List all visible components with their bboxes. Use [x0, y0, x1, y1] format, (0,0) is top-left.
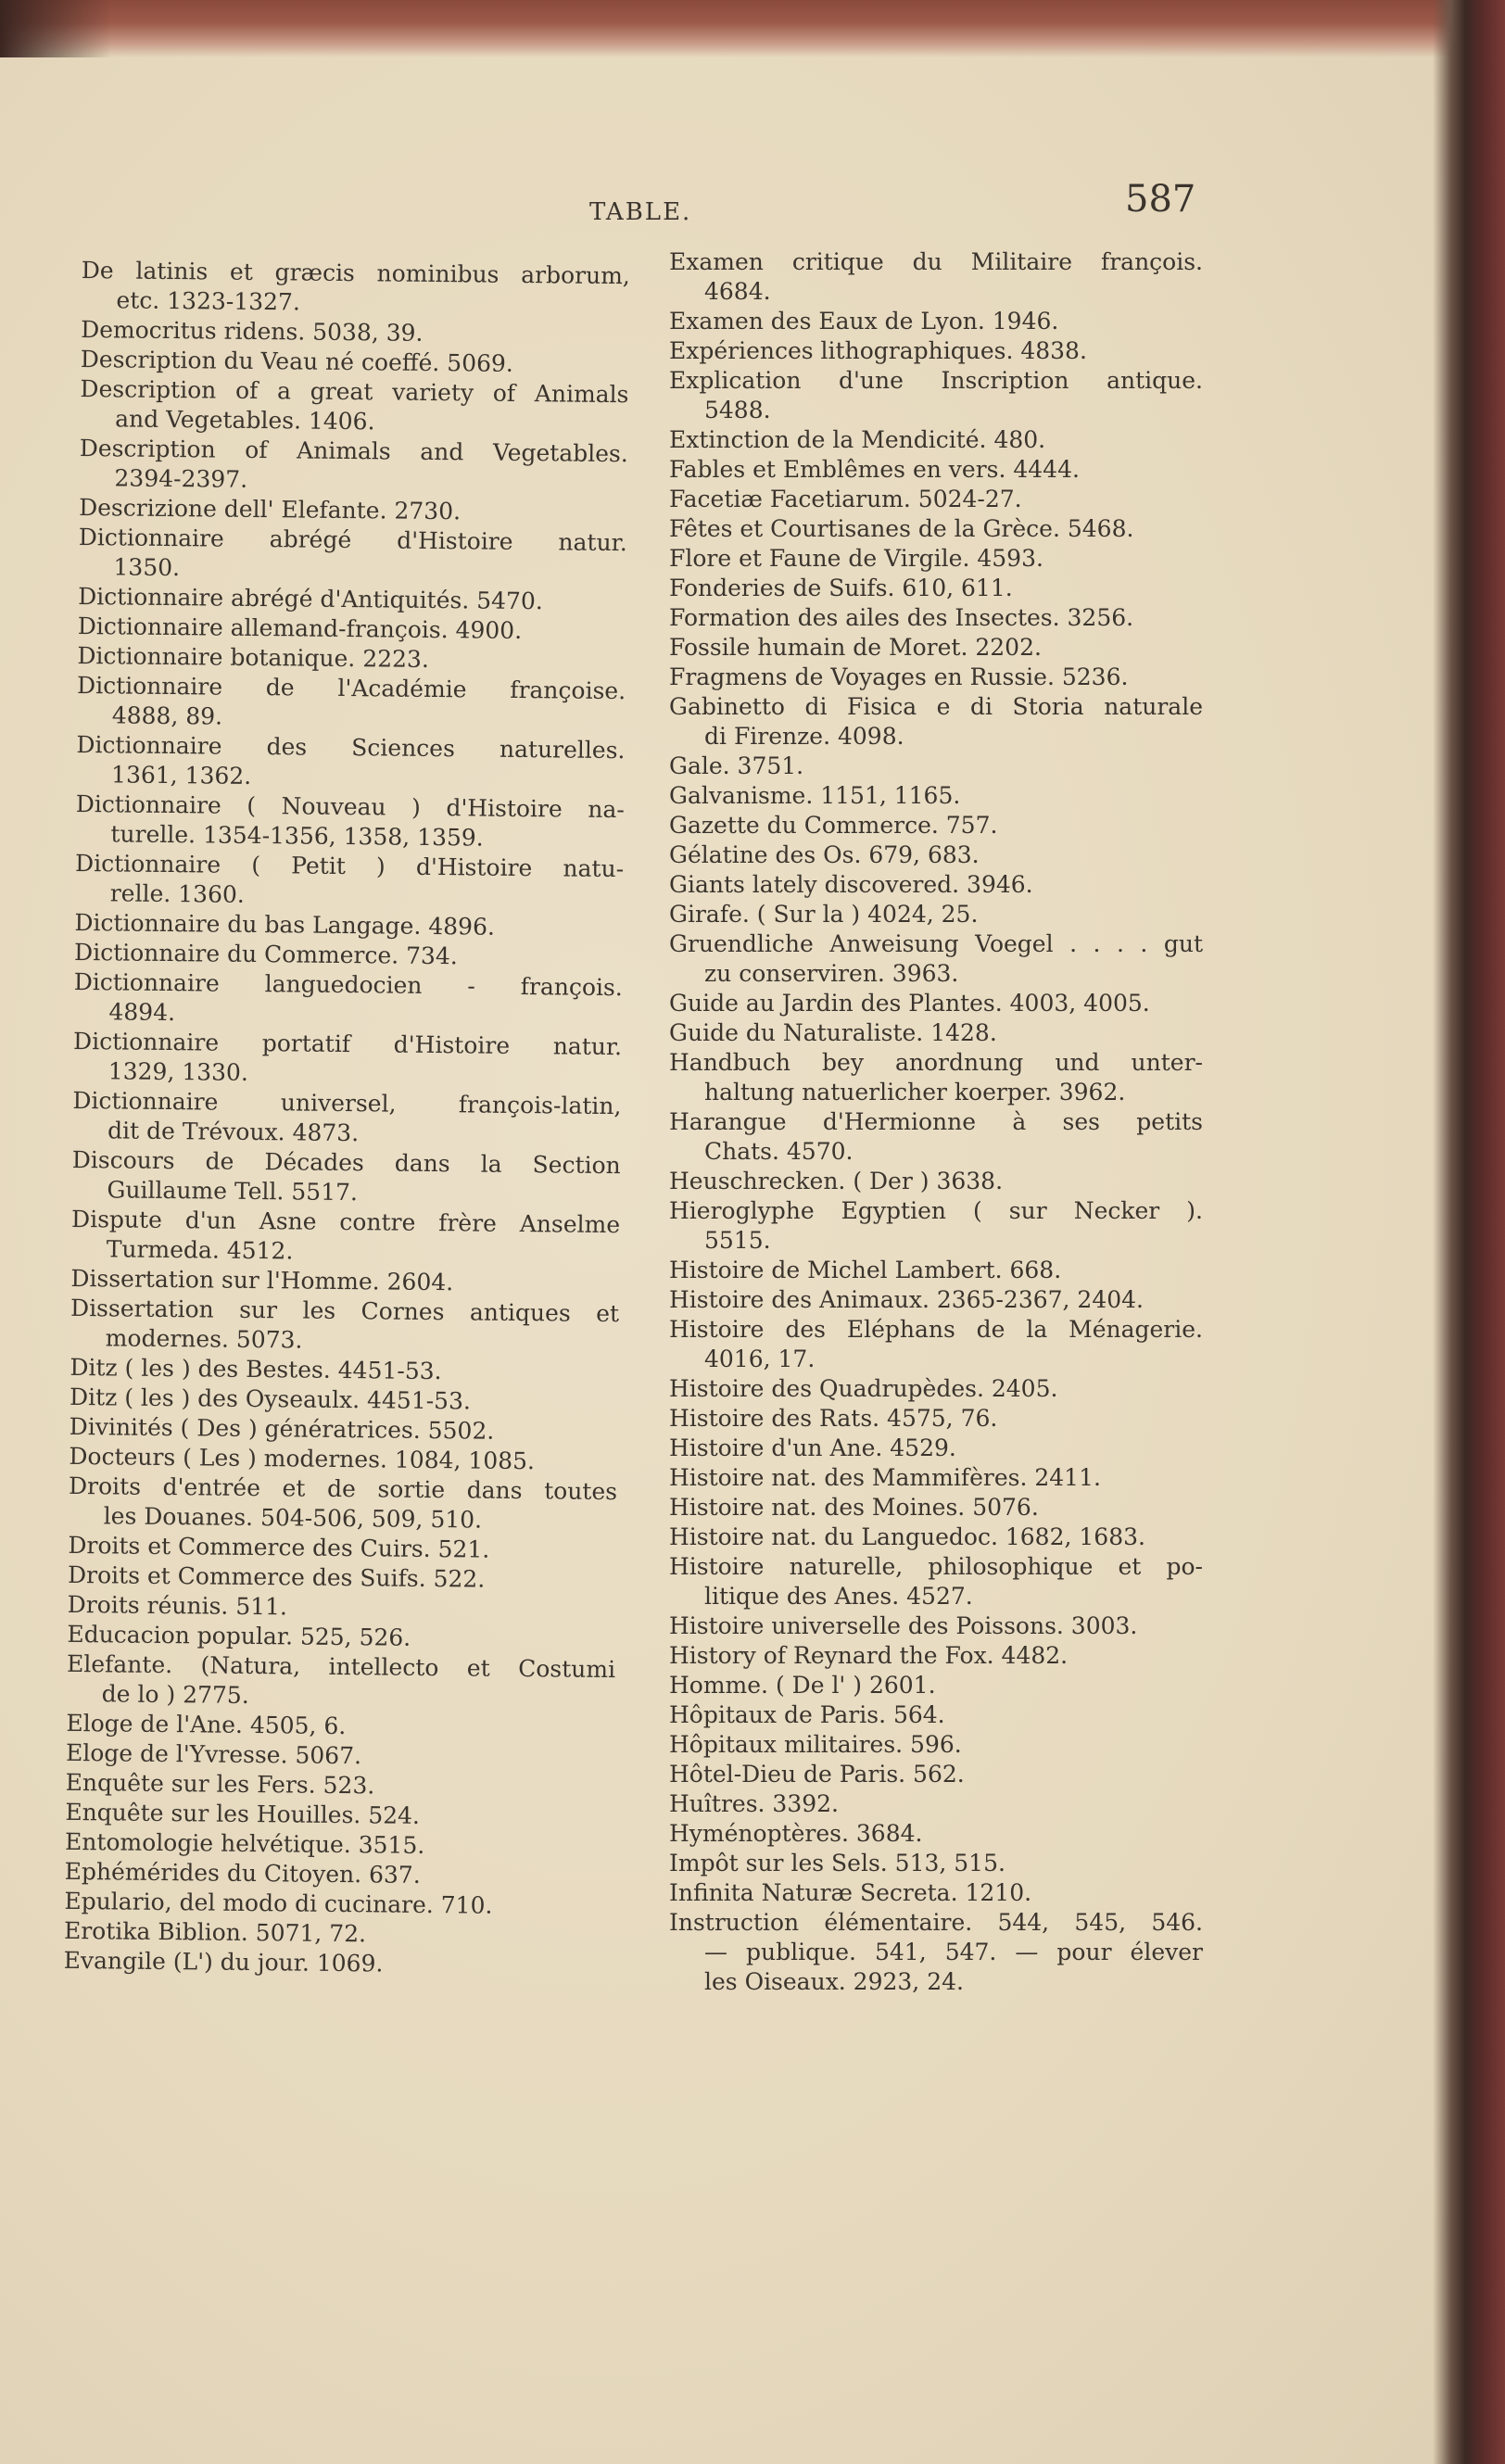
entry-title-line: Gruendliche Anweisung Voegel . . . . gut — [669, 930, 1203, 957]
entry-title-line: Girafe. ( Sur la ) 4024, 25. — [669, 901, 979, 928]
entry-continuation-line: 4684. — [704, 278, 771, 305]
entry-title-line: Description du Veau né coeffé. 5069. — [80, 345, 513, 377]
entry-title-line: Giants lately discovered. 3946. — [669, 871, 1033, 898]
entry-title-line: Dictionnaire ( Petit ) d'Histoire natu- — [74, 849, 625, 883]
entry-title-line: Gélatine des Os. 679, 683. — [669, 841, 980, 868]
index-entry — [669, 811, 1203, 840]
entry-continuation-line: litique des Anes. 4527. — [704, 1583, 973, 1610]
index-entry — [72, 1086, 622, 1151]
entry-title-line: Dictionnaire de l'Académie françoise. — [76, 671, 626, 705]
entry-title-line: Eloge de l'Yvresse. 5067. — [65, 1738, 362, 1770]
entry-continuation-line: relle. 1360. — [109, 879, 245, 908]
index-entry — [669, 1700, 1203, 1730]
entry-title-line: Erotika Biblion. 5071, 72. — [63, 1916, 367, 1948]
index-entry — [669, 1493, 1203, 1523]
entry-continuation-line: 2394-2397. — [114, 464, 248, 493]
entry-title-line: Docteurs ( Les ) modernes. 1084, 1085. — [69, 1442, 536, 1475]
entry-title-line: Fables et Emblêmes en vers. 4444. — [669, 456, 1080, 483]
index-entry — [669, 989, 1203, 1018]
entry-title-line: Dictionnaire languedocien - françois. — [73, 967, 623, 1002]
index-entry — [79, 434, 628, 499]
index-entry — [669, 1374, 1203, 1404]
entry-continuation-line: and Vegetables. 1406. — [115, 405, 375, 436]
index-entry — [669, 633, 1203, 663]
entry-title-line: Dictionnaire allemand-françois. 4900. — [77, 612, 523, 644]
entry-title-line: Instruction élémentaire. 544, 545, 546. — [669, 1909, 1203, 1936]
index-entry — [669, 603, 1203, 633]
entry-continuation-line: 4894. — [108, 998, 176, 1027]
index-entry — [669, 1315, 1203, 1374]
entry-title-line: Dictionnaire abrégé d'Histoire natur. — [78, 523, 627, 557]
entry-continuation-line: modernes. 5073. — [105, 1324, 303, 1354]
index-entry — [669, 900, 1203, 929]
index-entry — [669, 1285, 1203, 1315]
entry-title-line: Facetiæ Facetiarum. 5024-27. — [669, 486, 1022, 512]
index-entry — [669, 692, 1203, 752]
entry-title-line: Fonderies de Suifs. 610, 611. — [669, 575, 1013, 601]
entry-title-line: Dissertation sur les Cornes antiques et — [70, 1294, 620, 1328]
entry-title-line: Dictionnaire botanique. 2223. — [77, 641, 430, 673]
running-head: TABLE. — [589, 198, 692, 226]
entry-title-line: Dictionnaire du bas Langage. 4896. — [74, 908, 496, 941]
entry-title-line: Dictionnaire portatif d'Histoire natur. — [72, 1027, 623, 1061]
entry-title-line: Discours de Décades dans la Section — [71, 1145, 621, 1180]
entry-continuation-line: di Firenze. 4098. — [704, 723, 904, 750]
entry-continuation-line: — publique. 541, 547. — pour élever — [704, 1939, 1203, 1965]
index-entry — [78, 523, 627, 588]
index-entry — [669, 663, 1203, 692]
index-entry — [669, 514, 1203, 544]
entry-title-line: Hieroglyphe Egyptien ( sur Necker ). — [669, 1197, 1203, 1224]
entry-continuation-line: zu conserviren. 3963. — [704, 960, 959, 987]
entry-title-line: Heuschrecken. ( Der ) 3638. — [669, 1168, 1004, 1194]
index-entry — [669, 1611, 1203, 1641]
entry-title-line: Description of Animals and Vegetables. — [79, 434, 628, 468]
entry-continuation-line: Turmeda. 4512. — [106, 1235, 294, 1265]
entry-title-line: Enquête sur les Houilles. 524. — [65, 1798, 421, 1829]
entry-title-line: Evangile (L') du jour. 1069. — [63, 1946, 384, 1978]
entry-title-line: Hôpitaux militaires. 596. — [669, 1731, 962, 1758]
index-entry — [73, 1027, 623, 1092]
entry-title-line: Expériences lithographiques. 4838. — [669, 337, 1087, 364]
index-column-left — [64, 256, 630, 1981]
index-entry — [669, 1641, 1203, 1671]
entry-title-line: Fossile humain de Moret. 2202. — [669, 634, 1042, 661]
index-entry — [669, 781, 1203, 811]
entry-title-line: Histoire des Rats. 4575, 76. — [669, 1405, 998, 1432]
index-entry — [669, 1196, 1203, 1256]
index-entry — [669, 1789, 1203, 1819]
entry-title-line: Descrizione dell' Elefante. 2730. — [79, 493, 462, 525]
index-entry — [64, 1946, 613, 1981]
entry-title-line: Droits réunis. 511. — [67, 1590, 288, 1621]
entry-title-line: Histoire nat. des Moines. 5076. — [669, 1494, 1039, 1521]
entry-title-line: Guide du Naturaliste. 1428. — [669, 1019, 997, 1046]
index-entry — [669, 366, 1203, 425]
entry-continuation-line: 4016, 17. — [704, 1346, 816, 1372]
entry-continuation-line: Chats. 4570. — [704, 1138, 854, 1165]
index-entry — [669, 1849, 1203, 1878]
entry-title-line: Examen critique du Militaire françois. — [669, 248, 1203, 275]
entry-title-line: Gale. 3751. — [669, 752, 804, 779]
index-entry — [669, 1908, 1203, 1997]
entry-title-line: Droits et Commerce des Suifs. 522. — [67, 1561, 486, 1593]
index-entry — [669, 485, 1203, 514]
entry-title-line: Histoire des Quadrupèdes. 2405. — [669, 1375, 1058, 1402]
index-column-right — [669, 247, 1203, 1997]
entry-continuation-line: etc. 1323-1327. — [116, 286, 301, 316]
index-entry — [75, 790, 625, 854]
entry-title-line: Homme. ( De l' ) 2601. — [669, 1672, 936, 1699]
index-entry — [669, 1819, 1203, 1849]
index-entry — [71, 1205, 621, 1270]
index-entry — [73, 967, 623, 1032]
index-entry — [669, 1167, 1203, 1196]
entry-title-line: Extinction de la Mendicité. 480. — [669, 426, 1046, 453]
entry-title-line: Ditz ( les ) des Bestes. 4451-53. — [70, 1353, 442, 1385]
entry-title-line: Eloge de l'Ane. 4505, 6. — [66, 1709, 347, 1740]
entry-title-line: Dispute d'un Asne contre frère Anselme — [70, 1205, 621, 1239]
entry-continuation-line: 4888, 89. — [111, 701, 223, 730]
index-entry — [67, 1649, 616, 1714]
binding-edge-top — [0, 0, 1505, 57]
binding-edge-right — [1433, 0, 1505, 2464]
entry-title-line: Hôtel-Dieu de Paris. 562. — [669, 1761, 965, 1788]
entry-continuation-line: 5515. — [704, 1227, 771, 1254]
index-entry — [76, 730, 626, 795]
entry-title-line: Histoire de Michel Lambert. 668. — [669, 1257, 1062, 1283]
entry-title-line: Histoire nat. du Languedoc. 1682, 1683. — [669, 1523, 1145, 1550]
index-entry — [669, 425, 1203, 455]
entry-title-line: Histoire des Animaux. 2365-2367, 2404. — [669, 1286, 1144, 1313]
entry-title-line: Ephémérides du Citoyen. 637. — [64, 1857, 421, 1889]
index-entry — [669, 1730, 1203, 1760]
entry-title-line: Epulario, del modo di cucinare. 710. — [64, 1887, 493, 1919]
entry-continuation-line: Guillaume Tell. 5517. — [107, 1176, 359, 1207]
entry-title-line: Fragmens de Voyages en Russie. 5236. — [669, 663, 1129, 690]
index-entry — [70, 1294, 620, 1358]
index-entry — [669, 247, 1203, 307]
entry-title-line: Ditz ( les ) des Oyseaulx. 4451-53. — [69, 1383, 472, 1415]
entry-title-line: Droits et Commerce des Cuirs. 521. — [68, 1531, 490, 1563]
entry-title-line: De latinis et græcis nominibus arborum, — [81, 256, 630, 290]
entry-continuation-line: dit de Trévoux. 4873. — [107, 1117, 360, 1147]
entry-continuation-line: 5488. — [704, 397, 771, 423]
index-entry — [669, 1018, 1203, 1048]
index-entry — [669, 1048, 1203, 1107]
index-entry — [669, 752, 1203, 781]
entry-title-line: Entomologie helvétique. 3515. — [64, 1827, 425, 1859]
entry-title-line: Handbuch bey anordnung und unter- — [669, 1049, 1203, 1076]
index-entry — [669, 1256, 1203, 1285]
entry-title-line: Divinités ( Des ) génératrices. 5502. — [69, 1412, 495, 1445]
index-entry — [75, 849, 625, 914]
index-entry — [669, 455, 1203, 485]
entry-title-line: Dissertation sur l'Homme. 2604. — [70, 1264, 454, 1296]
entry-title-line: Formation des ailes des Insectes. 3256. — [669, 604, 1134, 631]
entry-title-line: Histoire naturelle, philosophique et po- — [669, 1553, 1203, 1580]
entry-title-line: Infinita Naturæ Secreta. 1210. — [669, 1879, 1032, 1906]
index-entry — [669, 1878, 1203, 1908]
entry-title-line: Elefante. (Natura, intellecto et Costumi — [66, 1649, 616, 1684]
entry-title-line: Explication d'une Inscription antique. — [669, 367, 1203, 394]
index-entry — [669, 1404, 1203, 1434]
entry-title-line: Hôpitaux de Paris. 564. — [669, 1701, 945, 1728]
index-entry — [69, 1472, 618, 1536]
entry-continuation-line: de lo ) 2775. — [101, 1680, 249, 1709]
entry-continuation-line: 1361, 1362. — [110, 761, 252, 790]
entry-title-line: Educacion popular. 525, 526. — [67, 1620, 411, 1651]
index-entry — [669, 1107, 1203, 1167]
entry-continuation-line: 1329, 1330. — [108, 1057, 249, 1086]
entry-title-line: History of Reynard the Fox. 4482. — [669, 1642, 1069, 1669]
entry-title-line: Impôt sur les Sels. 513, 515. — [669, 1850, 1005, 1876]
index-entry — [669, 870, 1203, 900]
entry-continuation-line: les Douanes. 504-506, 509, 510. — [103, 1502, 483, 1534]
entry-continuation-line: turelle. 1354-1356, 1358, 1359. — [110, 820, 484, 852]
entry-title-line: Galvanisme. 1151, 1165. — [669, 782, 961, 809]
index-entry — [81, 256, 630, 321]
entry-continuation-line: 1350. — [113, 553, 181, 582]
entry-title-line: Dictionnaire ( Nouveau ) d'Histoire na- — [75, 790, 625, 824]
index-entry — [669, 1463, 1203, 1493]
entry-continuation-line: haltung natuerlicher koerper. 3962. — [704, 1079, 1126, 1106]
entry-title-line: Hyménoptères. 3684. — [669, 1820, 923, 1847]
entry-title-line: Droits d'entrée et de sortie dans toutes — [68, 1472, 618, 1506]
entry-title-line: Guide au Jardin des Plantes. 4003, 4005. — [669, 990, 1150, 1017]
entry-title-line: Dictionnaire universel, françois-latin, — [72, 1086, 622, 1120]
entry-title-line: Fêtes et Courtisanes de la Grèce. 5468. — [669, 515, 1134, 542]
index-entry — [669, 1523, 1203, 1552]
entry-title-line: Enquête sur les Fers. 523. — [65, 1768, 375, 1800]
entry-title-line: Harangue d'Hermionne à ses petits — [669, 1108, 1203, 1135]
index-entry — [669, 1434, 1203, 1463]
index-entry — [77, 671, 626, 736]
page-number: 587 — [1125, 178, 1196, 221]
entry-title-line: Description of a great variety of Animals — [80, 374, 629, 409]
index-entry — [669, 1760, 1203, 1789]
entry-title-line: Democritus ridens. 5038, 39. — [81, 315, 424, 347]
entry-continuation-line: les Oiseaux. 2923, 24. — [704, 1968, 964, 1995]
index-entry — [669, 929, 1203, 989]
index-entry — [669, 1552, 1203, 1611]
entry-title-line: Gazette du Commerce. 757. — [669, 812, 998, 839]
entry-title-line: Flore et Faune de Virgile. 4593. — [669, 545, 1043, 572]
entry-title-line: Histoire d'un Ane. 4529. — [669, 1434, 956, 1461]
entry-title-line: Dictionnaire du Commerce. 734. — [73, 938, 458, 970]
index-entry — [80, 374, 629, 439]
entry-title-line: Histoire des Eléphans de la Ménagerie. — [669, 1316, 1203, 1343]
index-entry — [669, 307, 1203, 336]
entry-title-line: Histoire universelle des Poissons. 3003. — [669, 1612, 1138, 1639]
index-entry — [669, 840, 1203, 870]
index-entry — [669, 574, 1203, 603]
entry-title-line: Gabinetto di Fisica e di Storia naturale — [669, 693, 1203, 720]
entry-title-line: Huîtres. 3392. — [669, 1790, 839, 1817]
index-entry — [669, 336, 1203, 366]
index-entry — [669, 544, 1203, 574]
entry-title-line: Histoire nat. des Mammifères. 2411. — [669, 1464, 1101, 1491]
index-entry — [71, 1145, 621, 1210]
entry-title-line: Dictionnaire des Sciences naturelles. — [76, 730, 626, 764]
entry-title-line: Dictionnaire abrégé d'Antiquités. 5470. — [77, 582, 543, 615]
index-entry — [669, 1671, 1203, 1700]
entry-title-line: Examen des Eaux de Lyon. 1946. — [669, 308, 1059, 335]
